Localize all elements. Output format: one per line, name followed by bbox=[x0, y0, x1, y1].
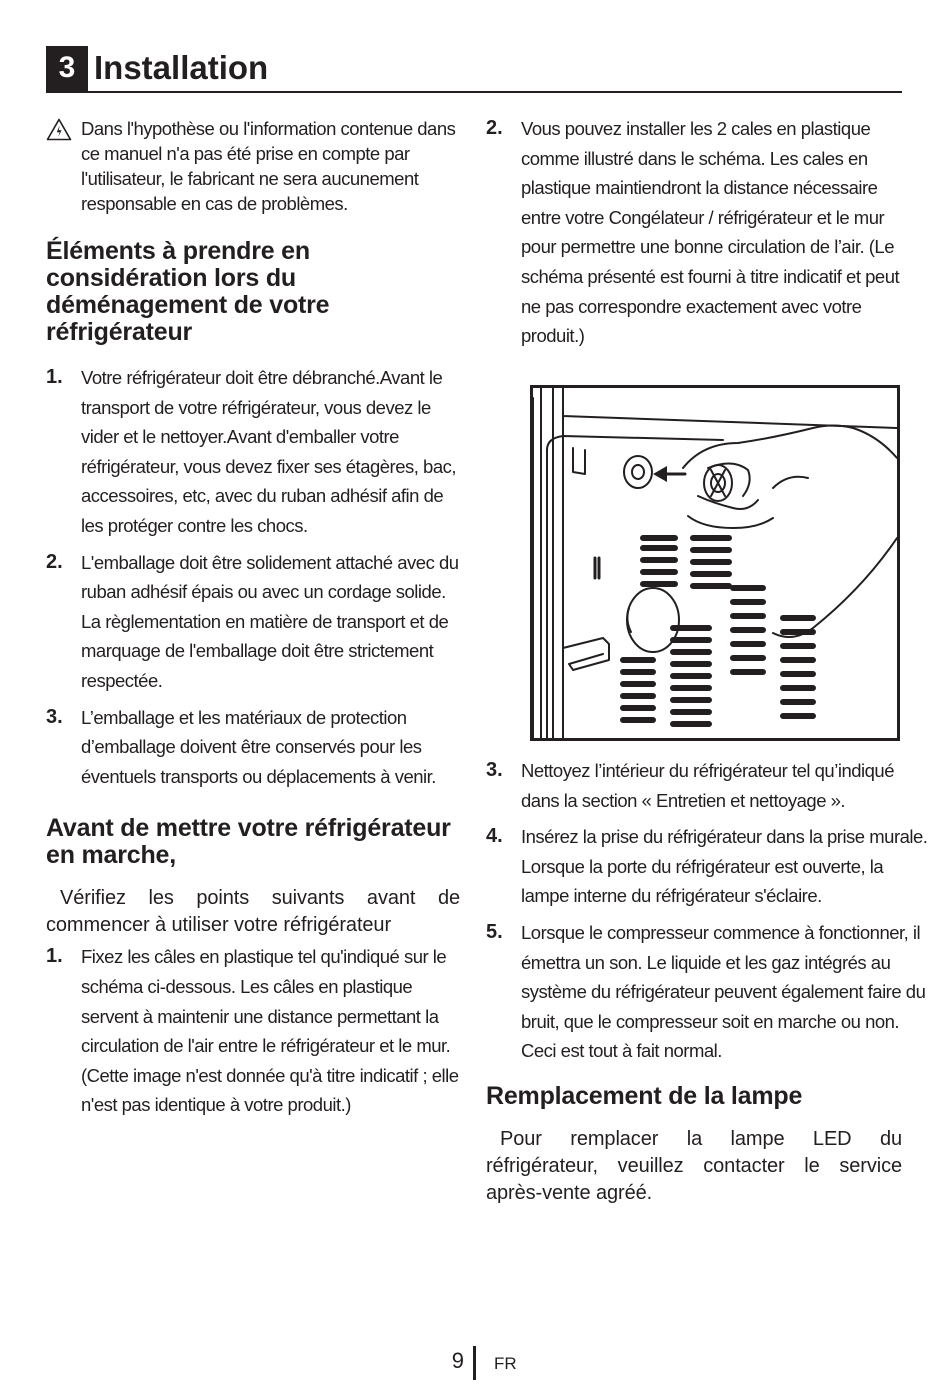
list-item bbox=[486, 822, 931, 911]
before-start-intro: Vérifiez les points suivants avant de commencer à utiliser votre réfrigérateur bbox=[46, 887, 460, 937]
list-item bbox=[46, 363, 461, 541]
list-item bbox=[46, 942, 461, 1120]
chapter-header bbox=[46, 46, 902, 94]
item-number: 3. bbox=[486, 759, 503, 781]
page-number: 9 bbox=[451, 1348, 464, 1373]
language-code: FR bbox=[494, 1354, 517, 1373]
lamp-text: Pour remplacer la lampe LED du réfrigérateur, veuillez contacter le service après-vente agréé. bbox=[486, 1127, 902, 1204]
item-number: 2. bbox=[486, 117, 503, 139]
spacer-installation-figure bbox=[530, 385, 900, 741]
item-number: 4. bbox=[486, 825, 503, 848]
right-column bbox=[486, 114, 902, 351]
item-text: Fixez les câles en plastique tel qu'indiqué sur le schéma ci-dessous. Les câles en plastique servent à maintenir une distance permettant la circulation de l'air entre le réfrigérateur et le mur. (Cette image n'est donnée qu'à titre indicatif ; elle n'est pas identique à votre produit.) bbox=[81, 946, 459, 1116]
left-column bbox=[46, 114, 460, 1120]
spacer-illustration bbox=[533, 388, 897, 738]
item-number: 2. bbox=[46, 550, 63, 573]
list-item bbox=[46, 548, 461, 696]
list-item bbox=[46, 703, 441, 792]
item-number: 5. bbox=[486, 920, 503, 943]
before-start-heading: Avant de mettre votre réfrigérateur en marche, bbox=[46, 814, 451, 870]
list-item bbox=[486, 918, 931, 1066]
item-number: 3. bbox=[46, 705, 63, 728]
moving-heading: Éléments à prendre en considération lors du déménagement de votre réfrigérateur bbox=[46, 237, 330, 346]
footer-divider bbox=[473, 1346, 476, 1380]
lamp-heading: Remplacement de la lampe bbox=[486, 1081, 803, 1110]
item-number: 1. bbox=[46, 945, 63, 968]
item-text: Nettoyez l’intérieur du réfrigérateur tel qu’indiqué dans la section « Entretien et nettoyage ». bbox=[521, 760, 894, 811]
item-text: Lorsque le compresseur commence à fonctionner, il émettra un son. Le liquide et les gaz intégrés au système du réfrigérateur peuvent également faire du bruit, que le compresseur soit en marche ou non. Ceci est tout à fait normal. bbox=[521, 921, 926, 1062]
item-number: 1. bbox=[46, 366, 63, 388]
item-text: L’emballage et les matériaux de protection d’emballage doivent être conservés pour les éventuels transports ou déplacements à venir. bbox=[81, 706, 436, 787]
chapter-title: Installation bbox=[94, 49, 269, 86]
item-text: Votre réfrigérateur doit être débranché.Avant le transport de votre réfrigérateur, vous devez le vider et le nettoyer.Avant d'emballer votre réfrigérateur, vous devez fixer ses étagères, bac, accessoires, etc, avec du ruban adhésif afin de les protéger contre les chocs. bbox=[81, 367, 457, 536]
header-rule bbox=[46, 91, 902, 93]
chapter-number: 3 bbox=[46, 46, 88, 92]
warning-triangle-icon bbox=[46, 118, 72, 141]
list-item bbox=[486, 756, 911, 815]
right-column-lower bbox=[486, 756, 928, 1207]
list-item bbox=[486, 114, 901, 351]
arrow-icon bbox=[653, 466, 667, 482]
item-text: Vous pouvez installer les 2 cales en plastique comme illustré dans le schéma. Les cales en plastique maintiendront la distance nécessaire entre votre Congélateur / réfrigérateur et le mur pour permettre une bonne circulation de l’air. (Le schéma présenté est fourni à titre indicatif et peut ne pas correspondre exactement avec votre produit.) bbox=[521, 118, 900, 347]
item-text: L'emballage doit être solidement attaché avec du ruban adhésif épais ou avec un cordage solide. La règlementation en matière de transport et de marquage de l'emballage doit être strictement respectée. bbox=[81, 551, 459, 691]
warning-note bbox=[46, 116, 460, 216]
warning-text: Dans l'hypothèse ou l'information contenue dans ce manuel n'a pas été prise en compte par l'utilisateur, le fabricant ne sera aucunement responsable en cas de problèmes. bbox=[81, 118, 456, 214]
item-text: Insérez la prise du réfrigérateur dans la prise murale. Lorsque la porte du réfrigérateur est ouverte, la lampe interne du réfrigérateur s'éclaire. bbox=[521, 826, 928, 907]
page-footer bbox=[0, 1346, 950, 1382]
